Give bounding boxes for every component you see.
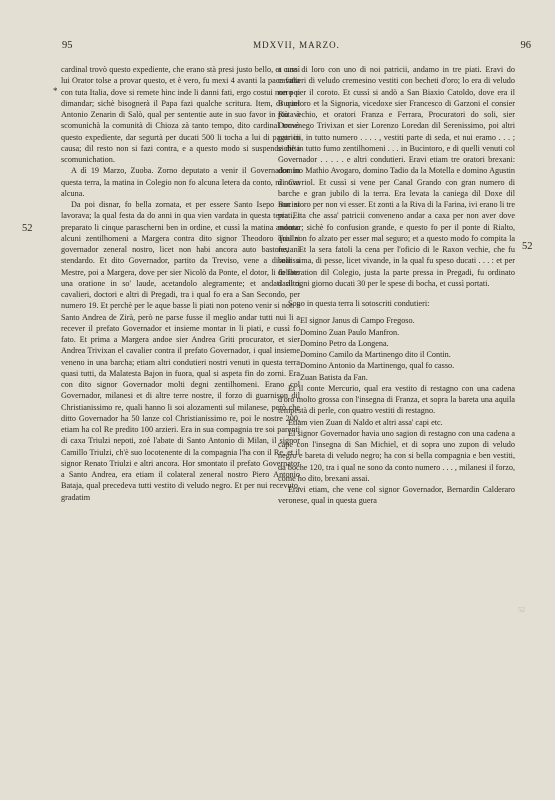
page-number-left: 95 <box>62 40 73 51</box>
paragraph: a uno di loro con uno di noi patricii, andamo in tre piati. Eravi do cavalieri di veludo cremesino vestiti con becheti d'oro; lo era di veludo nero per il coroto. Et cussì si andò a San Biaxio Catoldo, dove era il Bucintoro et la Signoria, vicedoxe sier Francesco di Garzoni el consier più vechio, et oratori Franza e Ferrara, Procuratori do soli, sier Domenego Trivixan et sier Lorenzo Loredan dil Serenissimo, poi altri patricii, in tutto numero . . . . , vestiti parte di seda, et nui eramo . . . ; sichè in tutto fumo zentilhomeni . . . in Bucintoro, e di quelli venuti col Governador . . . . . e altri condutieri. Eravi etiam tre oratori brexani: domino Mathio Avogaro, domino Tadio da la Motella e domino Agustin di Cavriol. Et cussì si vene per Canal Grando con gran numero di barche e gran jubilo di la terra. Era levata la caniega dil Doxe dil Bucintoro per non vi esser. Et zonti a la Riva di la Farina, ivi erano li tre piati, ita che assa' patricii conveneno andar a caxa per non aver dove montar; sichè fo confusion grande, e questo fo per il ponte di Rialto, qual non fo alzato per esser mal seguro; et a questo modo fo compita la festa. Et la sera fatoli la cena per l'oficio di le Raxon vechie, che fu bellissima, di pesse, licet vivande, in la qual fu speso ducati . . . : et per deliberation dil Colegio, justa la parte pressa in Pregadi, fu ordinato darli ogni giorno ducati 30 per le spese di bocha, et cussì portati. <box>278 65 515 288</box>
list-item: El signor Janus di Campo Fregoso. <box>300 316 415 326</box>
list-item: Domino Zuan Paulo Manfron. <box>300 327 400 337</box>
paragraph: Eravi etiam, che vene col signor Governador, Bernardin Calderaro veronese, qual in questa guera <box>278 485 515 506</box>
paragraph: cardinal trovò questo expediente, che erano stà presi justo bello, et cussì lui Orator tolse a provar questo, et è vero, fu mexi 4 avanti la pace fatta con tuta Italia, dove si remete hinc inde li danni fati, ergo costui non poi dimandar; sichè bisognerà il Papa fazi qualche scritura. Item, di quel Antonio Zenarin di Salò, qual per sententie aute in suo favor in Rota à scomunichà la comunità di Chioza zà tanto tempo, dito cardinal trovò questo expediente, dar segurtà per ducati 500 li tocha a lui di pagar in causa; dil resto non si fazi contra, e a questo modo si suspende ditta scomunichation. <box>61 65 300 164</box>
paragraph: Da poi disnar, fo bella zornata, et per essere Santo Isepo non si lavorava; la qual festa da do anni in qua vien vardata in questa terra. Et preparato li cinque parascherni ben in ordine, et cussì la matina andono alcuni zentilhomeni a Margera contra dito signor Theodoro Triulzi governador zeneral nostro, licet non habi ancora auto bastone, nì stendardo. Et dito Governador, partito da Treviso, vene a disnar a Mestre, poi a Margera, dove per sier Nicolò da Ponte, el dotor, li fo fato una oratione in so' laude, acetandolo alegramente; et andati altri cavalieri, doctori e altri di Pregadi, tra i qual fo era a San Secondo, per numero 19. Et perchè per le aque basse li piati non poteno venir si non a Santo Andrea de Zirà, però ne parse fusse il meglio andar tutti nui li a recever il prefato Governador et insieme montar in li piati, e cussì fo fato. Et prima a Margera andoe sier Andrea Griti procurator, et sier Andrea Trivixan el cavalier contra il prefato Governador, i qual insieme veneno in una barcha; etiam altri condutieri nostri venuti in questa terra quasi tutti, da Malatesta Bajon in fuora, qual si aspeta fin do zorni. Era con dito signor Governador molti degni zentilhomeni. Erano col Governador, milanesi et di altre terre nostre, il forzo di guarnison dil Christianissimo re, quali hanno li soi alozamenti sul milanese, però che ditto Governador ha 50 lanze col Christianissimo re, poi le nostre 200, etiam ha col Re predito 100 arzieri. Era in sua compagnia tre soi parenti di caxa Triulzi nepoti, zoè l'abate di Santo Antonio di Milan, il signor Camillo Triulzi, ch'è suo locotenente di la compagnia l'ha con il Re, et il signor Renato Triulzi e altri ancora. Hor smontato il prefato Governator a Santo Andrea, era etiam il colateral zeneral nostro Piero Antonio Bataja, qual precedeva tutti vestito di veludo negro. Et per nui recevuto, gradatim <box>61 200 300 502</box>
margin-asterisk: * <box>53 86 58 96</box>
list-intro: Sono in questa terra li sotoscriti condutieri: <box>288 299 430 308</box>
list-item: Domino Camilo da Martinengo dito il Contin. <box>300 350 451 359</box>
list-item: Domino Antonio da Martinengo, qual fo casso. <box>300 361 455 371</box>
paragraph: El signor Governador havia uno sagion di restagno con una cadena a cape con l'insegna di San Michiel, et di sopra uno zupon di veludo negro e bareta di veludo negro; ha con si bella compagnia e ben vestiti, da boche 120, tra i qual ne sono da conto numero . . . , milanesi il forzo, come ho dito, brexani assai. <box>278 428 515 483</box>
paragraph: Etiam vien Zuan di Naldo et altri assa' capi etc. <box>288 417 443 427</box>
right-text-column <box>278 64 515 507</box>
running-title: MDXVII, MARZO. <box>253 40 340 50</box>
paragraph: Et il conte Mercurio, qual era vestito di restagno con una cadena d'oro molto grossa con l'insegna di Franza, et sopra la bareta una aquila tempestà di perle, con quatro vestiti di restagno. <box>278 383 515 416</box>
running-header <box>60 40 533 56</box>
paragraph-dated-entry: A dì 19 Marzo, Zuoba. Zorno deputato a venir il Governador in questa terra, la matina in Colegio non fo alcuna letera da conto, nì nova alcuna. <box>61 166 300 198</box>
list-item: Zuan Batista da Fan. <box>300 372 368 382</box>
list-item: Domino Petro da Longena. <box>300 338 389 348</box>
margin-number-right: 52 <box>522 241 533 252</box>
page-number-right: 96 <box>520 40 531 51</box>
faint-margin-number: 52 <box>518 606 525 614</box>
left-text-column <box>61 64 300 503</box>
margin-number-left: 52 <box>22 223 33 234</box>
